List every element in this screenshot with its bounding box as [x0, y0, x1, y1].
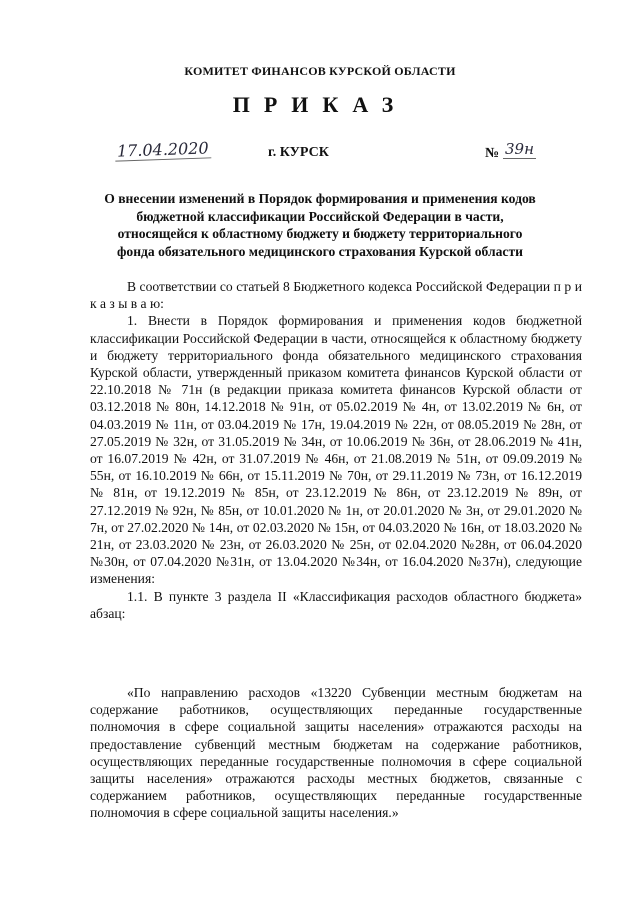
- handwritten-date: 17.04.2020: [115, 138, 211, 161]
- title-line: относящейся к областному бюджету и бюджету территориального: [117, 226, 523, 241]
- handwritten-number: 39н: [505, 140, 534, 158]
- title-line: бюджетной классификации Российской Федерации в части,: [136, 208, 504, 224]
- document-body: [90, 278, 582, 622]
- city-label: г. КУРСК: [268, 145, 329, 160]
- quoted-paragraph: «По направлению расходов «13220 Субвенции местным бюджетам на содержание работников, осуществляющих переданные государственные полномочия в сфере социальной защиты населения» отражаются расходы на предоставление субвенций местным бюджетам на содержание работников, осуществляющих переданные государственные полномочия в сфере социальной защиты населения» отражаются расходы местных бюджетов, связанные с содержанием работников, осуществляющих переданные государственные полномочия в сфере социальной защиты населения.»: [90, 685, 582, 821]
- item-1-1-paragraph: 1.1. В пункте 3 раздела II «Классификация расходов областного бюджета» абзац:: [90, 588, 582, 621]
- item-1-paragraph: 1. Внести в Порядок формирования и применения кодов бюджетной классификации Российской Федерации в части, относящейся к областному бюджету и бюджету территориального фонда обязательного медицинского страхования Курской области, утвержденный приказом комитета финансов Курской области от 22.10.2018 № 71н (в редакции приказа комитета финансов Курской области от 03.12.2018 № 80н, 14.12.2018 № 91н, от 05.02.2019 № 4н, от 13.02.2019 № 6н, от 04.03.2019 № 11н, от 03.04.2019 № 17н, 19.04.2019 № 22н, от 08.05.2019 № 28н, от 27.05.2019 № 32н, от 31.05.2019 № 34н, от 10.06.2019 № 36н, от 28.06.2019 № 41н, от 16.07.2019 № 42н, от 31.07.2019 № 46н, от 21.08.2019 № 51н, от 09.09.2019 № 55н, от 16.10.2019 № 66н, от 15.11.2019 № 70н, от 29.11.2019 № 73н, от 16.12.2019 № 81н, от 19.12.2019 № 85н, от 23.12.2019 № 86н, от 23.12.2019 № 89н, от 27.12.2019 № 92н, № 85н, от 10.01.2020 № 1н, от 20.01.2020 № 3н, от 29.01.2020 № 7н, от 27.02.2020 № 14н, от 02.03.2020 № 15н, от 04.03.2020 № 16н, от 18.03.2020 № 21н, от 23.03.2020 № 23н, от 26.03.2020 № 25н, от 02.04.2020 №28н, от 06.04.2020 №30н, от 07.04.2020 №31н, от 13.04.2020 №34н, от 16.04.2020 №37н), следующие изменения:: [90, 313, 582, 587]
- intro-paragraph: В соответствии со статьей 8 Бюджетного кодекса Российской Федерации п р и к а з ы в а ю:: [90, 279, 582, 312]
- number-label: №: [485, 146, 500, 161]
- committee-name: КОМИТЕТ ФИНАНСОВ КУРСКОЙ ОБЛАСТИ: [184, 64, 456, 78]
- document-title: [80, 190, 560, 260]
- document-type: ПРИКАЗ: [232, 92, 408, 117]
- title-line: О внесении изменений в Порядок формирования и применения кодов: [104, 191, 536, 206]
- title-line: фонда обязательного медицинского страхования Курской области: [117, 243, 523, 259]
